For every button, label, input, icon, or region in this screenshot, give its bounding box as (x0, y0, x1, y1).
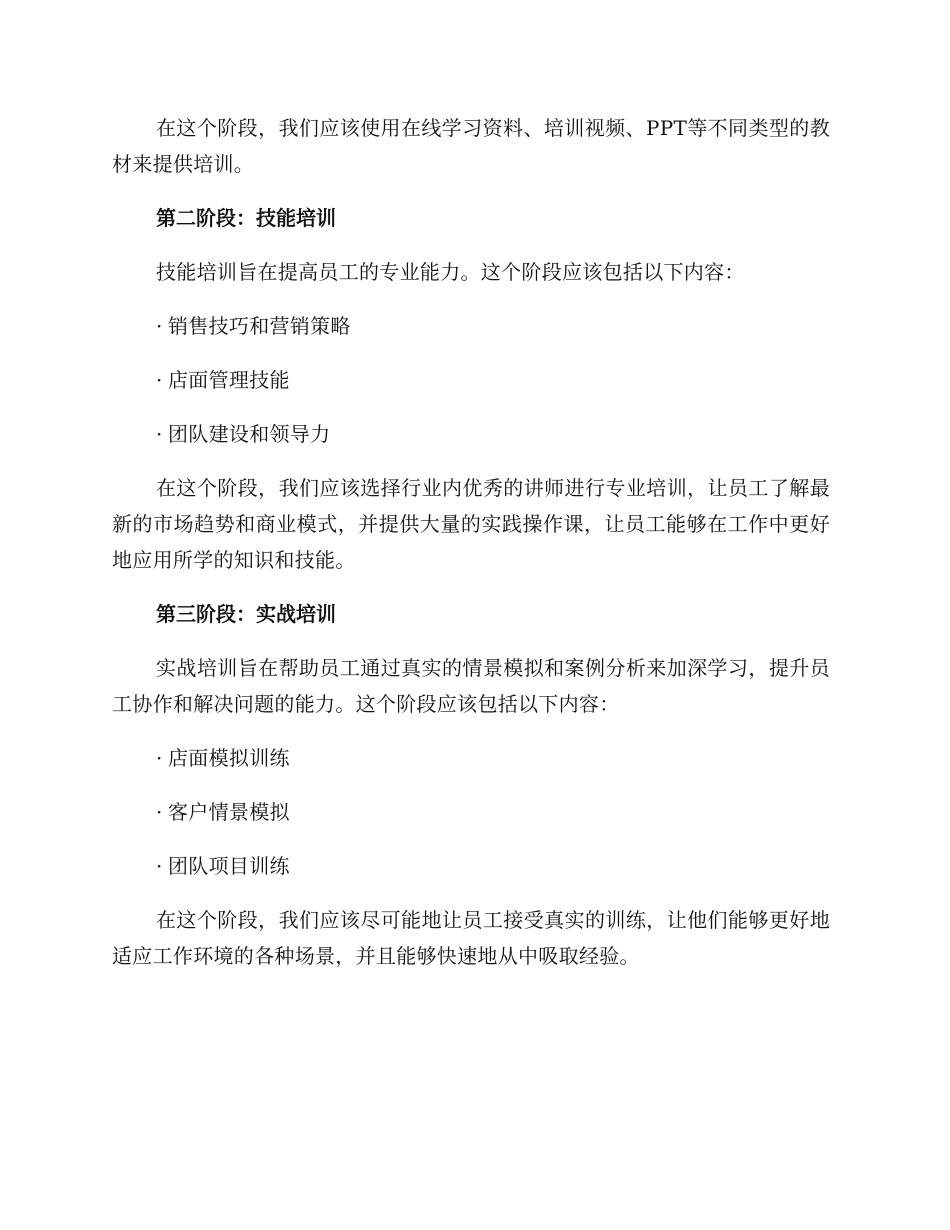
paragraph-practice-intro: 实战培训旨在帮助员工通过真实的情景模拟和案例分析来加深学习，提升员工协作和解决问题的能力。这个阶段应该包括以下内容： (112, 656, 830, 716)
bullet-marker: · (156, 422, 163, 446)
list-item (156, 848, 830, 884)
list-item-text: 团队建设和领导力 (168, 422, 331, 446)
bullet-marker: · (156, 854, 163, 878)
section-heading-skills: 第二阶段：技能培训 (156, 206, 336, 230)
paragraph-skills-intro: 技能培训旨在提高员工的专业能力。这个阶段应该包括以下内容： (156, 260, 745, 284)
bullet-marker: · (156, 800, 163, 824)
list-item-text: 店面管理技能 (168, 368, 290, 392)
bullet-marker: · (156, 746, 163, 770)
list-item (156, 308, 830, 344)
list-item (156, 740, 830, 776)
list-item-text: 客户情景模拟 (168, 800, 290, 824)
list-item-text: 团队项目训练 (168, 854, 290, 878)
bullet-marker: · (156, 314, 163, 338)
section-heading-practice: 第三阶段：实战培训 (156, 602, 336, 626)
bullet-marker: · (156, 368, 163, 392)
paragraph-materials: 在这个阶段，我们应该使用在线学习资料、培训视频、PPT等不同类型的教材来提供培训。 (112, 116, 830, 176)
list-item (156, 794, 830, 830)
paragraph-skills-detail: 在这个阶段，我们应该选择行业内优秀的讲师进行专业培训，让员工了解最新的市场趋势和商业模式，并提供大量的实践操作课，让员工能够在工作中更好地应用所学的知识和技能。 (112, 476, 830, 572)
list-item (156, 362, 830, 398)
list-item (156, 416, 830, 452)
document-body (112, 110, 830, 992)
list-item-text: 销售技巧和营销策略 (168, 314, 351, 338)
list-item-text: 店面模拟训练 (168, 746, 290, 770)
paragraph-practice-detail: 在这个阶段，我们应该尽可能地让员工接受真实的训练，让他们能够更好地适应工作环境的各种场景，并且能够快速地从中吸取经验。 (112, 908, 830, 968)
